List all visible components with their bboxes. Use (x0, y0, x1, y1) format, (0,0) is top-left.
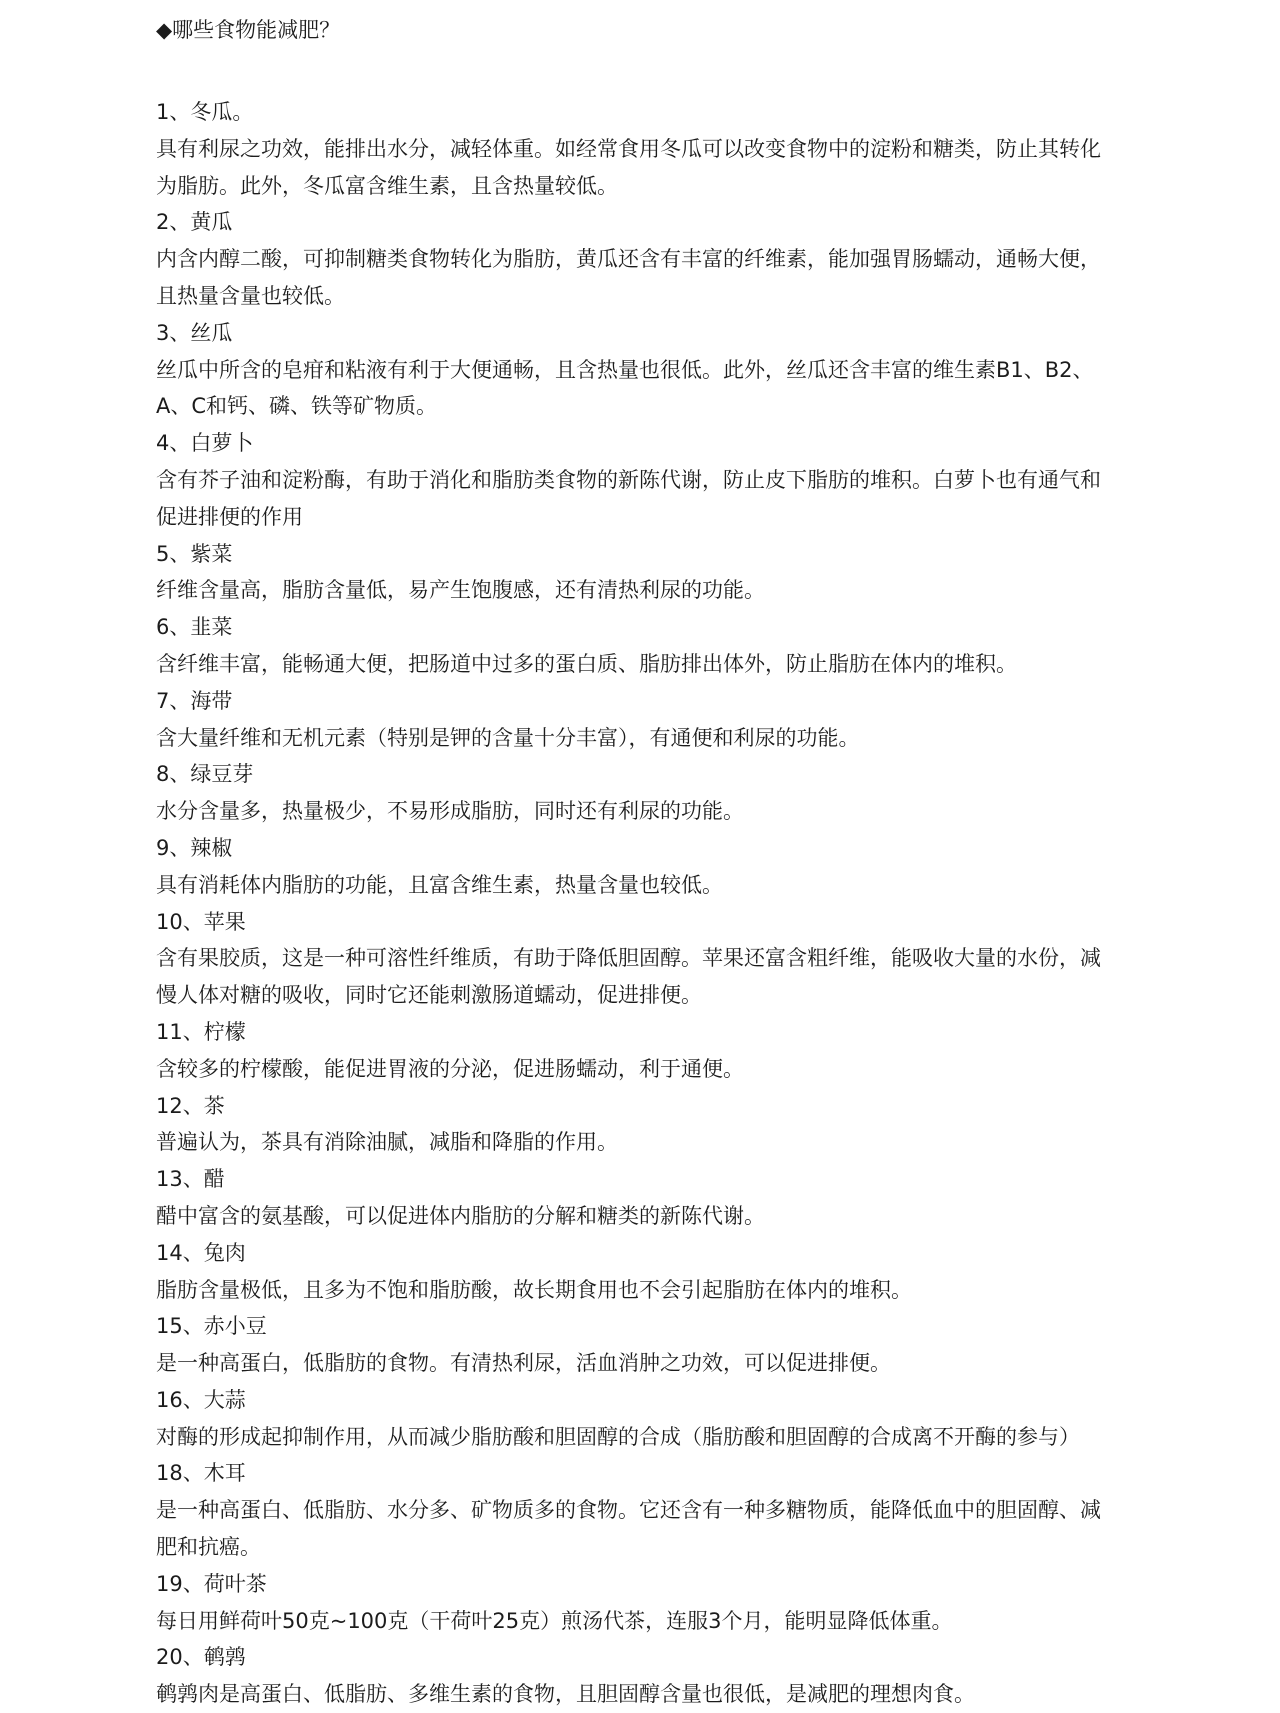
item-description-line: 促进排便的作用 (156, 504, 303, 529)
item-heading: 19、荷叶茶 (156, 1571, 267, 1596)
item-description-line: 每日用鲜荷叶50克~100克（干荷叶25克）煎汤代茶，连服3个月，能明显降低体重。 (156, 1608, 953, 1633)
article (156, 10, 1136, 1713)
list-item (156, 609, 1136, 683)
item-description-line: 肥和抗癌。 (156, 1535, 261, 1560)
item-description-line: 含较多的柠檬酸，能促进胃液的分泌，促进肠蠕动，利于通便。 (156, 1056, 744, 1081)
list-item (156, 315, 1136, 425)
item-heading: 20、鹌鹑 (156, 1645, 246, 1670)
item-heading: 7、海带 (156, 688, 233, 713)
list-item (156, 756, 1136, 830)
item-description-line: A、C和钙、磷、铁等矿物质。 (156, 394, 438, 419)
list-item (156, 830, 1136, 904)
item-heading: 18、木耳 (156, 1461, 246, 1486)
item-heading: 13、醋 (156, 1167, 225, 1192)
item-heading: 1、冬瓜。 (156, 100, 254, 124)
list-item (156, 204, 1136, 314)
item-heading: 3、丝瓜 (156, 320, 233, 345)
item-description-line: 内含内醇二酸，可抑制糖类食物转化为脂肪，黄瓜还含有丰富的纤维素，能加强胃肠蠕动，通畅大便， (156, 247, 1101, 272)
item-heading: 14、兔肉 (156, 1240, 246, 1265)
item-heading: 16、大蒜 (156, 1387, 246, 1412)
list-item (156, 1382, 1136, 1456)
item-description-line: 含有果胶质，这是一种可溶性纤维质，有助于降低胆固醇。苹果还富含粗纤维，能吸收大量的水份，减 (156, 946, 1101, 971)
list-item (156, 904, 1136, 1014)
list-item (156, 536, 1136, 610)
item-description-line: 含大量纤维和无机元素（特别是钾的含量十分丰富），有通便和利尿的功能。 (156, 725, 860, 750)
page-title: ◆哪些食物能减肥？ (156, 18, 341, 42)
item-heading: 8、绿豆芽 (156, 762, 254, 787)
item-description-line: 纤维含量高，脂肪含量低，易产生饱腹感，还有清热利尿的功能。 (156, 578, 765, 603)
item-description-line: 鹌鹑肉是高蛋白、低脂肪、多维生素的食物，且胆固醇含量也很低，是减肥的理想肉食。 (156, 1682, 975, 1707)
list-item (156, 425, 1136, 535)
item-heading: 6、韭菜 (156, 615, 233, 640)
item-heading: 5、紫菜 (156, 541, 233, 566)
list-item (156, 1455, 1136, 1565)
item-description-line: 普遍认为，茶具有消除油腻，减脂和降脂的作用。 (156, 1130, 618, 1155)
item-description-line: 水分含量多，热量极少，不易形成脂肪，同时还有利尿的功能。 (156, 799, 744, 824)
list-item (156, 1639, 1136, 1713)
list-item (156, 94, 1136, 204)
list-item (156, 1014, 1136, 1088)
item-description-line: 是一种高蛋白，低脂肪的食物。有清热利尿，活血消肿之功效，可以促进排便。 (156, 1351, 891, 1376)
item-description-line: 对酶的形成起抑制作用，从而减少脂肪酸和胆固醇的合成（脂肪酸和胆固醇的合成离不开酶的参与） (156, 1424, 1080, 1449)
item-description-line: 含纤维丰富，能畅通大便，把肠道中过多的蛋白质、脂肪排出体外，防止脂肪在体内的堆积。 (156, 651, 1017, 676)
item-heading: 4、白萝卜 (156, 431, 254, 456)
item-description-line: 慢人体对糖的吸收，同时它还能刺激肠道蠕动，促进排便。 (156, 983, 702, 1008)
list-item (156, 1235, 1136, 1309)
item-description-line: 是一种高蛋白、低脂肪、水分多、矿物质多的食物。它还含有一种多糖物质，能降低血中的胆固醇、减 (156, 1498, 1101, 1523)
item-heading: 15、赤小豆 (156, 1314, 267, 1339)
list-item (156, 1308, 1136, 1382)
item-heading: 10、苹果 (156, 909, 246, 934)
item-heading: 12、茶 (156, 1093, 225, 1118)
item-description-line: 含有芥子油和淀粉酶，有助于消化和脂肪类食物的新陈代谢，防止皮下脂肪的堆积。白萝卜也有通气和 (156, 467, 1101, 492)
item-description-line: 脂肪含量极低，且多为不饱和脂肪酸，故长期食用也不会引起脂肪在体内的堆积。 (156, 1277, 912, 1302)
item-description-line: 丝瓜中所含的皂疳和粘液有利于大便通畅，且含热量也很低。此外，丝瓜还含丰富的维生素B1、B2、 (156, 357, 1094, 382)
food-list (156, 94, 1136, 1713)
item-description-line: 具有消耗体内脂肪的功能，且富含维生素，热量含量也较低。 (156, 872, 723, 897)
list-item (156, 1566, 1136, 1640)
item-description-line: 为脂肪。此外，冬瓜富含维生素，且含热量较低。 (156, 173, 618, 198)
item-description-line: 具有利尿之功效，能排出水分，减轻体重。如经常食用冬瓜可以改变食物中的淀粉和糖类，防止其转化 (156, 136, 1101, 161)
list-item (156, 1161, 1136, 1235)
item-heading: 9、辣椒 (156, 835, 233, 860)
list-item (156, 1088, 1136, 1162)
item-heading: 11、柠檬 (156, 1019, 246, 1044)
item-description-line: 且热量含量也较低。 (156, 283, 345, 308)
list-item (156, 683, 1136, 757)
item-description-line: 醋中富含的氨基酸，可以促进体内脂肪的分解和糖类的新陈代谢。 (156, 1203, 765, 1228)
item-heading: 2、黄瓜 (156, 210, 233, 235)
